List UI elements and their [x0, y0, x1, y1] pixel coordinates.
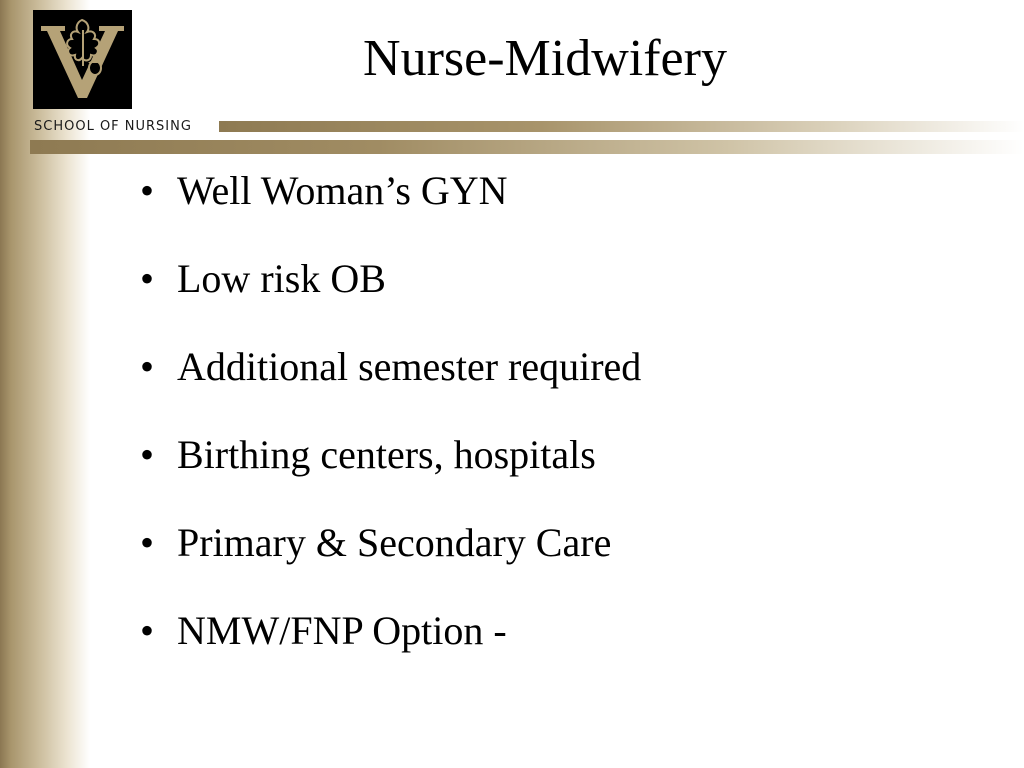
- bullet-marker: •: [140, 168, 155, 213]
- bullet-text: Additional semester required: [177, 344, 642, 389]
- bullet-marker: •: [140, 256, 155, 301]
- bullet-text: Primary & Secondary Care: [177, 520, 612, 565]
- bullet-text: Low risk OB: [177, 256, 386, 301]
- vanderbilt-v-oak-leaf-icon: [33, 10, 132, 109]
- bullet-marker: •: [140, 432, 155, 477]
- bullet-text: Well Woman’s GYN: [177, 168, 508, 213]
- bullet-marker: •: [140, 608, 155, 653]
- bullet-text: NMW/FNP Option -: [177, 608, 507, 653]
- bullet-marker: •: [140, 344, 155, 389]
- bullet-marker: •: [140, 520, 155, 565]
- side-gradient-bar: [0, 0, 90, 768]
- header-divider-top: [219, 121, 1024, 132]
- slide-title: Nurse-Midwifery: [363, 30, 727, 87]
- bullet-text: Birthing centers, hospitals: [177, 432, 596, 477]
- school-of-nursing-label: SCHOOL OF NURSING: [34, 119, 192, 134]
- header-divider-bottom: [30, 140, 1024, 154]
- school-logo: [33, 10, 132, 109]
